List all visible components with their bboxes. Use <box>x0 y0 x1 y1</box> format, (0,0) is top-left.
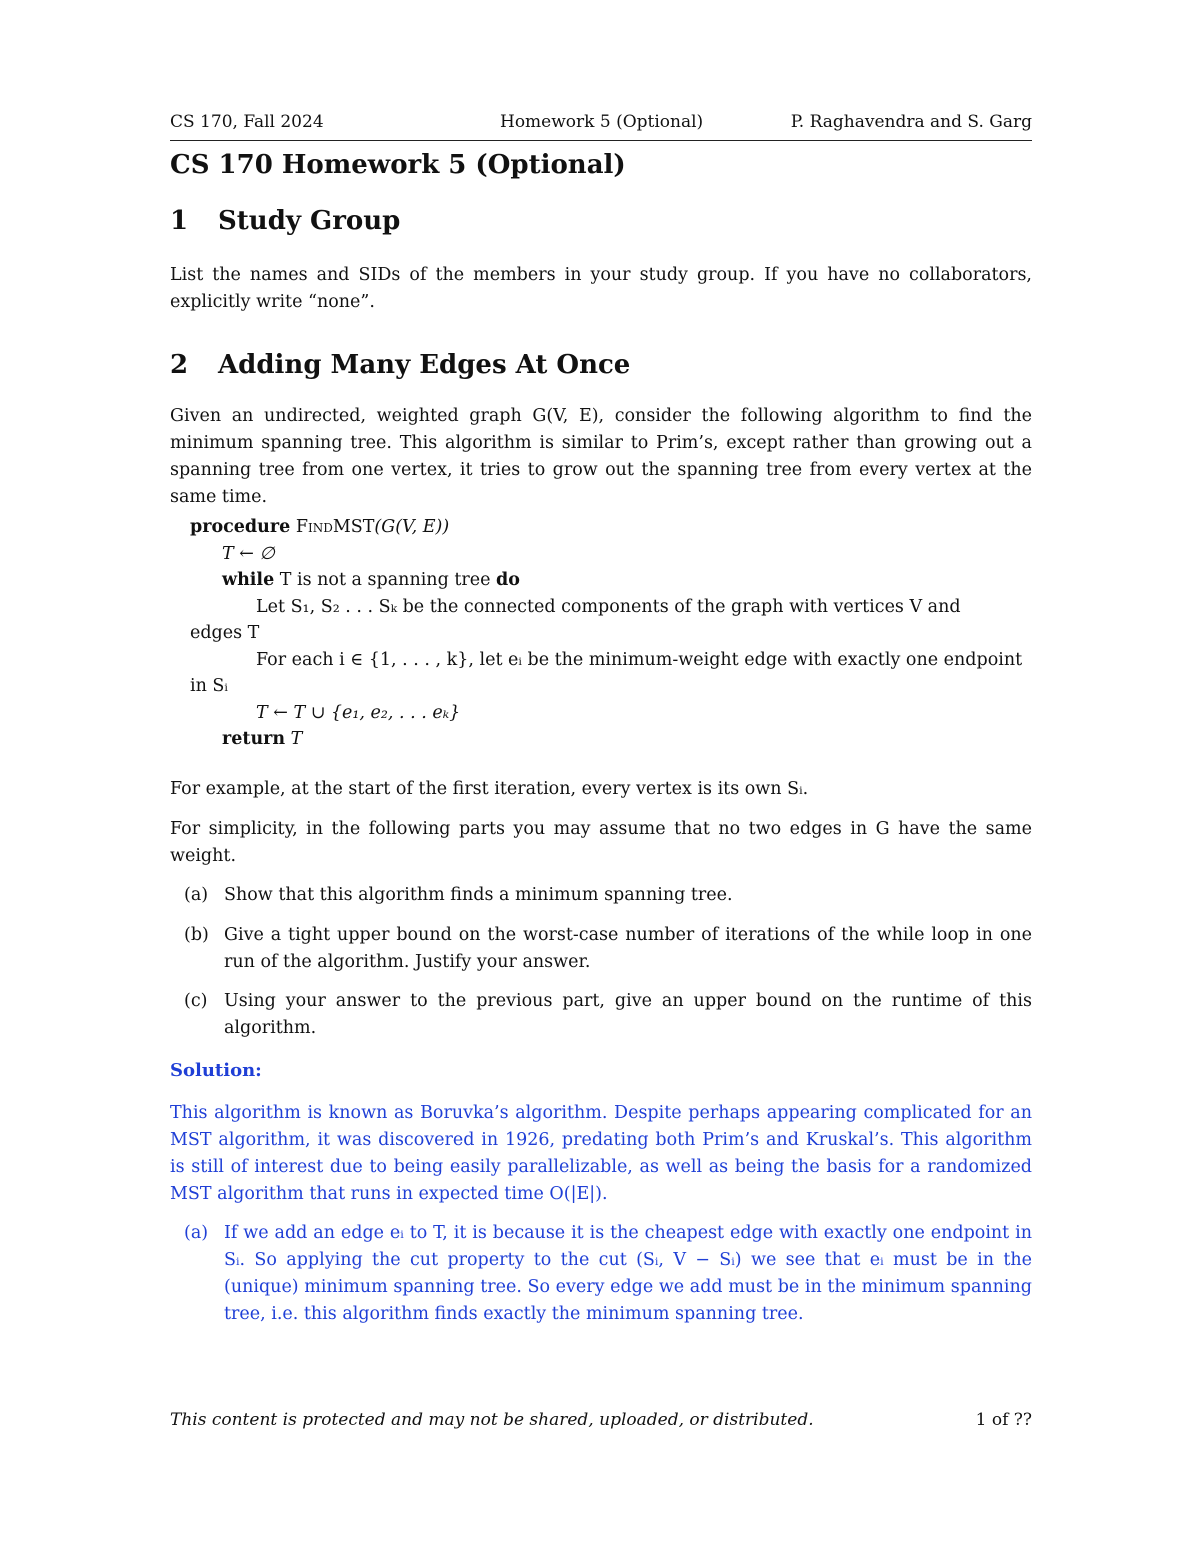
algorithm-block <box>190 514 1032 753</box>
algo-line-procedure <box>190 514 1032 541</box>
return-value: T <box>285 729 303 749</box>
page-header <box>170 112 1032 141</box>
part-text: If we add an edge eᵢ to T, it is because it is the cheapest edge with exactly one endpoint in Sᵢ. So applying the cut property to the cut (Sᵢ, V − Sᵢ) we see that eᵢ must be in the (unique) minimum spanning tree. So every edge we add must be in the minimum spanning tree, i.e. this algorithm finds exactly the minimum spanning tree. <box>224 1223 1032 1324</box>
header-course: CS 170, Fall 2024 <box>170 112 324 132</box>
part-text: Show that this algorithm finds a minimum spanning tree. <box>224 885 733 905</box>
page-number: 1 of ?? <box>975 1410 1032 1430</box>
example-note: For example, at the start of the first iteration, every vertex is its own Sᵢ. <box>170 779 809 799</box>
solution-label: Solution: <box>170 1060 262 1081</box>
solution-part-a <box>184 1220 1032 1328</box>
study-group-instructions: List the names and SIDs of the members in your study group. If you have no collaborators, explicitly write “none”. <box>170 265 1032 312</box>
algo-line-init: T ← ∅ <box>222 543 275 564</box>
footer-copyright-note: This content is protected and may not be shared, uploaded, or distributed. <box>170 1410 814 1430</box>
section-number: 1 <box>170 206 189 236</box>
keyword: return <box>222 729 286 749</box>
keyword: do <box>496 570 520 590</box>
part-label: (b) <box>184 925 209 945</box>
keyword: while <box>222 570 275 590</box>
section-heading-adding-edges <box>170 350 630 380</box>
algo-line-foreach-cont: in Sᵢ <box>190 676 228 696</box>
part-label: (a) <box>184 885 209 905</box>
algo-line-components: Let S₁, S₂ . . . Sₖ be the connected components of the graph with vertices V and <box>256 596 961 617</box>
problem-intro: Given an undirected, weighted graph G(V, E), consider the following algorithm to find the minimum spanning tree. This algorithm is similar to Prim’s, except rather than growing out a spanning tree from one vertex, it tries to grow out the spanning tree from every vertex at the same time. <box>170 406 1032 507</box>
part-text: Give a tight upper bound on the worst-case number of iterations of the while loop in one run of the algorithm. Justify your answer. <box>224 925 1032 972</box>
keyword: procedure <box>190 517 291 537</box>
section-number: 2 <box>170 350 189 380</box>
part-text: Using your answer to the previous part, give an upper bound on the runtime of this algorithm. <box>224 991 1032 1038</box>
part-label: (a) <box>184 1223 209 1243</box>
part-item <box>184 988 1032 1042</box>
document-title: CS 170 Homework 5 (Optional) <box>170 150 626 180</box>
part-label: (c) <box>184 991 208 1011</box>
algo-line-union: T ← T ∪ {e₁, e₂, . . . eₖ} <box>256 702 461 723</box>
algo-line-foreach: For each i ∈ {1, . . . , k}, let eᵢ be the minimum-weight edge with exactly one endpoint <box>256 649 1023 670</box>
algo-line-return <box>190 726 1032 753</box>
simplicity-note: For simplicity, in the following parts you may assume that no two edges in G have the same weight. <box>170 819 1032 866</box>
part-item <box>184 882 1032 909</box>
header-instructors: P. Raghavendra and S. Garg <box>790 112 1032 132</box>
header-assignment: Homework 5 (Optional) <box>500 112 704 132</box>
while-condition: T is not a spanning tree <box>274 570 497 590</box>
procedure-args: (G(V, E)) <box>374 517 450 537</box>
section-heading-study-group <box>170 206 400 236</box>
part-item <box>184 922 1032 976</box>
algo-line-while <box>190 567 1032 594</box>
section-title: Study Group <box>218 206 401 236</box>
solution-intro: This algorithm is known as Boruvka’s algorithm. Despite perhaps appearing complicated for an MST algorithm, it was discovered in 1926, predating both Prim’s and Kruskal’s. This algorithm is still of interest due to being easily parallelizable, as well as being the basis for a randomized MST algorithm that runs in expected time O(|E|). <box>170 1103 1032 1204</box>
algo-line-components-cont: edges T <box>190 623 260 643</box>
procedure-name: FindMST <box>295 517 375 537</box>
section-title: Adding Many Edges At Once <box>218 350 631 380</box>
